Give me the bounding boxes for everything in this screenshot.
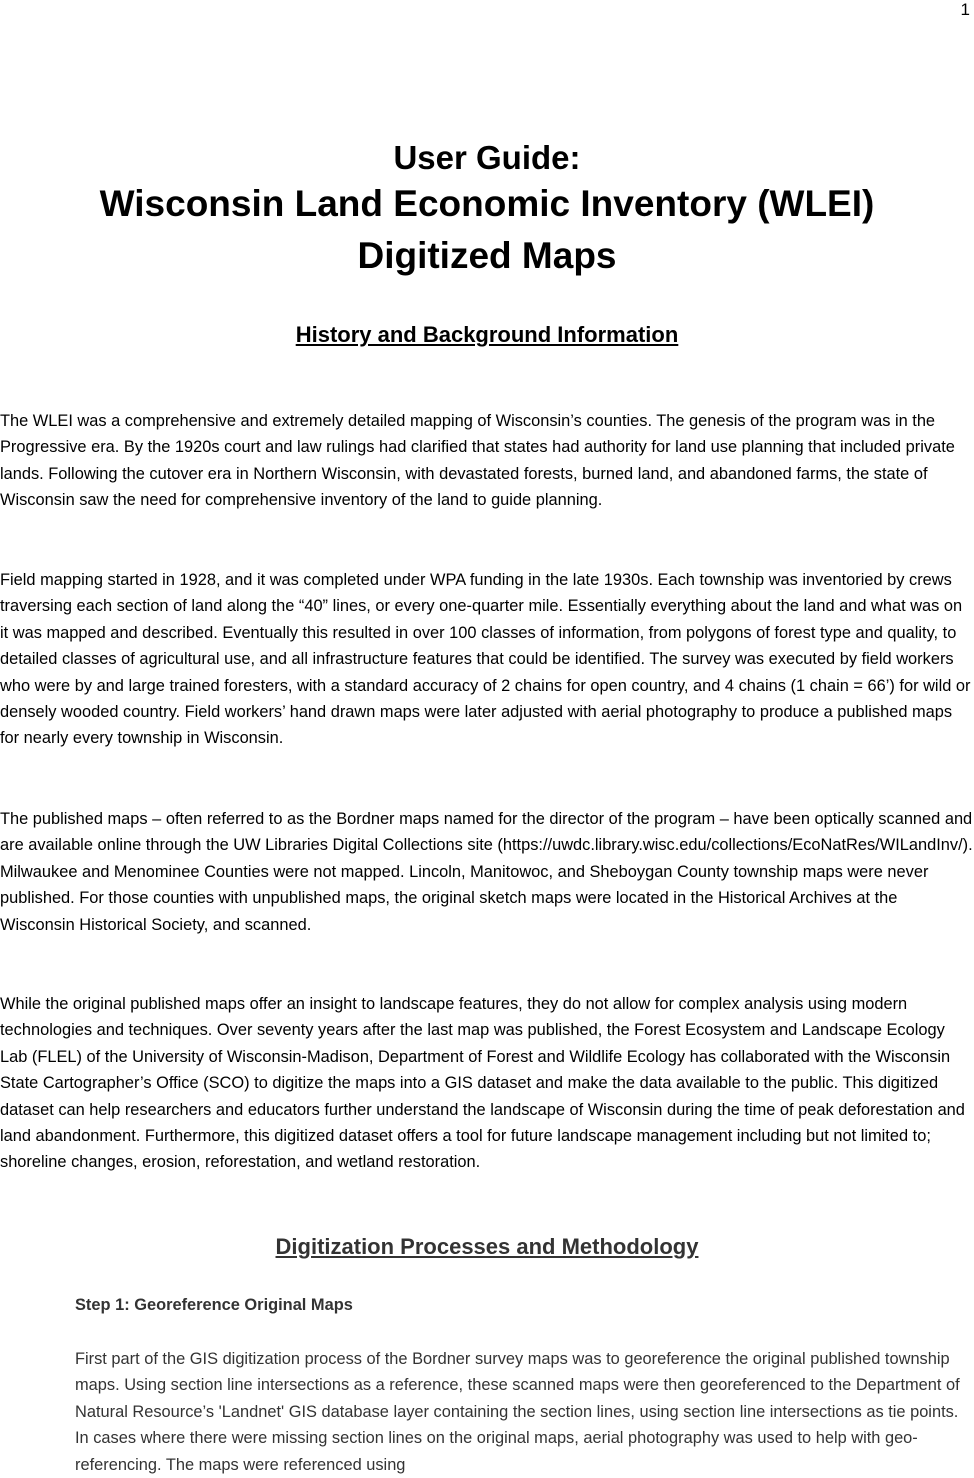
history-paragraph-2: Field mapping started in 1928, and it was completed under WPA funding in the late 1930s. Each township was inventoried by crews traversing each section of land along the “40” lines, or every one-quarter mile. Essentially everything about the land and what was on it was mapped and described. Eventually this resulted in over 100 classes of information, from polygons of forest type and quality, to detailed classes of agricultural use, and all infrastructure features that could be identified. The survey was executed by field workers who were by and large trained foresters, with a standard accuracy of 2 chains for open country, and 4 chains (1 chain = 66’) for wild or densely wooded country. Field workers’ hand drawn maps were later adjusted with aerial photography to produce a published maps for nearly every township in Wisconsin. [0,571,971,748]
document-subtitle: Wisconsin Land Economic Inventory (WLEI) Digitized Maps [99,183,875,276]
step-1-paragraph: First part of the GIS digitization process of the Bordner survey maps was to georeference the original published township maps. Using section line intersections as a reference, these scanned maps were then georeferenced to the Department of Natural Resource’s 'Landnet' GIS database layer containing the section lines, using section line intersections as tie points. In cases where there were missing section lines on the original maps, aerial photography was used to help with geo-referencing. The maps were referenced using [75,1350,960,1474]
title-block [0,138,974,282]
step-1-heading: Step 1: Georeference Original Maps [75,1296,353,1314]
history-paragraph-4: While the original published maps offer an insight to landscape features, they do not allow for complex analysis using modern technologies and techniques. Over seventy years after the last map was published, the Forest Ecosystem and Landscape Ecology Lab (FLEL) of the University of Wisconsin-Madison, Department of Forest and Wildlife Ecology has collaborated with the Wisconsin State Cartographer’s Office (SCO) to digitize the maps into a GIS dataset and make the data available to the public. This digitized dataset can help researchers and educators further understand the landscape of Wisconsin during the time of peak deforestation and land abandonment. Furthermore, this digitized dataset offers a tool for future landscape management including but not limited to; shoreline changes, erosion, reforestation, and wetland restoration. [0,995,965,1172]
document-title: User Guide: [393,139,581,176]
history-paragraph-3: The published maps – often referred to as the Bordner maps named for the director of the program – have been optically scanned and are available online through the UW Libraries Digital Collections site (https://uwdc.library.wisc.edu/collections/EcoNatRes/WILandInv/). Milwaukee and Menominee Counties were not mapped. Lincoln, Manitowoc, and Sheboygan County township maps were never published. For those counties with unpublished maps, the original sketch maps were located in the Historical Archives at the Wisconsin Historical Society, and scanned. [0,810,973,934]
history-heading: History and Background Information [295,322,679,347]
history-paragraph-1: The WLEI was a comprehensive and extremely detailed mapping of Wisconsin’s counties. The genesis of the program was in the Progressive era. By the 1920s court and law rulings had clarified that states had authority for land use planning that included private lands. Following the cutover era in Northern Wisconsin, with devastated forests, burned land, and abandoned farms, the state of Wisconsin saw the need for comprehensive inventory of the land to guide planning. [0,412,955,510]
page-number: 1 [960,0,970,19]
digitization-heading: Digitization Processes and Methodology [275,1234,699,1259]
